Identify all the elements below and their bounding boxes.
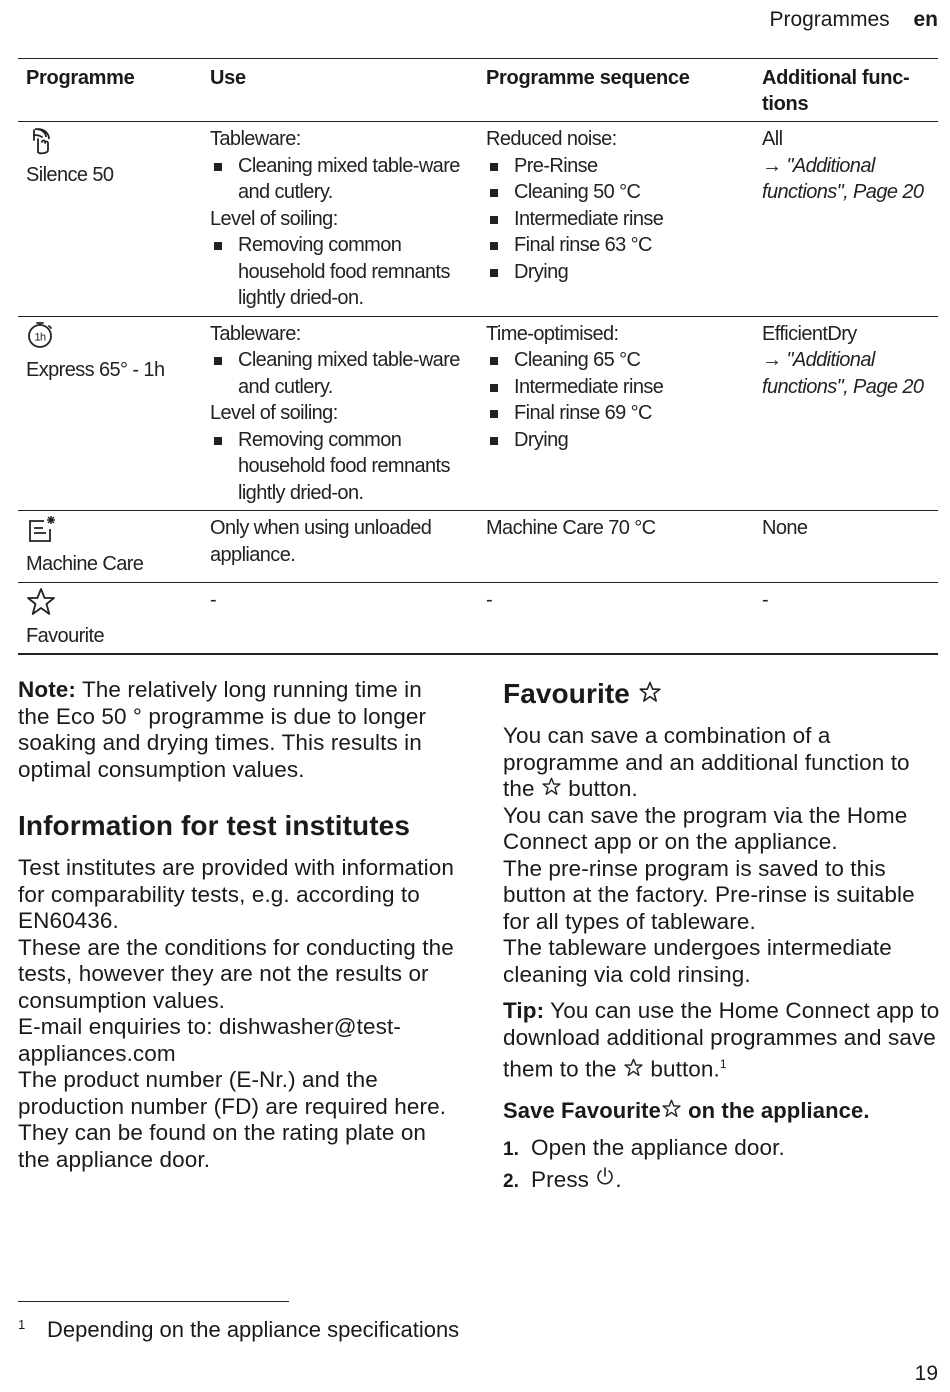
machine-care-icon [26,515,58,545]
additional-cell [754,316,938,511]
sequence-step: Intermediate rinse [486,206,746,233]
use-item: Cleaning mixed table-ware and cutlery. [210,347,470,400]
body-paragraph: The tableware undergoes intermediate cleaning via cold rinsing. [503,935,892,987]
footnote-divider [18,1301,289,1302]
footnote-ref: 1 [719,1057,727,1071]
note-label: Note: [18,677,76,702]
programme-table [18,58,938,655]
use-label: Tableware: [210,322,301,345]
sequence-cell: - [486,588,493,611]
sequence-step: Pre-Rinse [486,153,746,180]
use-cell [202,316,478,511]
additional-cell: - [762,588,769,611]
star-icon [661,1099,682,1118]
tip-end: button. [644,1056,720,1082]
cross-reference: → "Additional functions", Page 20 [762,349,924,398]
step-end: . [615,1167,622,1192]
table-row [18,316,938,511]
programme-cell [18,511,202,583]
test-institutes-heading: Information for test institutes [18,810,410,841]
table-header-row [18,59,938,122]
footnote [18,1317,459,1343]
svg-text:1h: 1h [34,331,46,343]
cross-reference: → "Additional functions", Page 20 [762,154,924,203]
save-favourite-heading-b: on the appliance. [681,1098,870,1123]
right-column [503,677,943,1197]
save-favourite-heading-a: Save Favourite [503,1098,661,1123]
star-icon [541,777,562,796]
step-text: Press [531,1167,596,1192]
sequence-cell: Machine Care 70 °C [486,517,656,539]
use-cell: - [210,588,217,611]
programme-cell [18,582,202,654]
power-icon [595,1166,615,1187]
sequence-step: Drying [486,427,746,454]
body-text: button. [561,776,638,801]
col-header-programme: Programme [26,67,135,89]
left-column [18,677,458,1173]
body-paragraph: The product number (E-Nr.) and the production number (FD) are required here. They can be found on the rating plate on the appliance door. [18,1067,447,1172]
sequence-label: Time-optimised: [486,322,619,345]
list-item [503,1165,943,1197]
silence-icon [26,126,58,156]
use-label: Tableware: [210,128,301,150]
page-header [769,8,938,32]
body-text: You can save a combination of a programme and an additional function to the [503,723,910,801]
use-item: Cleaning mixed table-ware and cutlery. [210,153,470,206]
step-number: 2. [503,1171,520,1192]
sequence-step: Final rinse 69 °C [486,400,746,427]
programme-name: Machine Care [26,553,144,575]
body-paragraph: The pre-rinse program is saved to this button at the factory. Pre-rinse is suitable for all types of tableware. [503,855,915,934]
note-text: The relatively long running time in the Eco 50 ° programme is due to longer soaking and drying times. This results in optimal consumption values. [18,677,427,782]
section-title: Programmes [769,8,890,31]
express-1h-icon [26,321,58,351]
use-cell: Only when using unloaded appliance. [210,517,432,566]
programme-name: Silence 50 [26,164,114,186]
body-paragraph: You can save the program via the Home Connect app or on the appliance. [503,802,908,854]
col-header-additional: Additional func-tions [762,67,910,115]
sequence-step: Cleaning 65 °C [486,347,746,374]
note-paragraph [18,677,458,783]
sequence-cell [478,122,754,317]
star-icon [26,587,58,617]
body-paragraph: Test institutes are provided with information for comparability tests, e.g. according to EN60436. [18,855,454,933]
additional-cell: None [762,517,808,539]
sequence-label: Reduced noise: [486,128,617,150]
additional-cell [754,122,938,317]
save-favourite-heading [503,1097,943,1125]
col-header-sequence: Programme sequence [486,67,690,89]
use-label: Level of soiling: [210,207,338,230]
body-paragraph: E-mail enquiries to: dishwasher@test-appliances.com [18,1014,401,1066]
table-row [18,582,938,654]
list-item [503,1133,943,1165]
step-number: 1. [503,1139,520,1160]
programme-cell [18,122,202,317]
favourite-heading [503,677,943,711]
use-label: Level of soiling: [210,402,338,424]
use-item: Removing common household food remnants lightly dried-on. [210,232,470,312]
use-item: Removing common household food remnants lightly dried-on. [210,427,470,507]
programme-name: Favourite [26,624,104,647]
sequence-step: Intermediate rinse [486,374,746,401]
footnote-text: Depending on the appliance specifications [47,1317,460,1342]
programme-cell [18,316,202,511]
tip-paragraph [503,998,943,1083]
tip-label: Tip: [503,998,545,1023]
additional-text: EfficientDry [762,322,857,345]
page-number: 19 [914,1362,938,1385]
star-icon [623,1058,644,1077]
table-row [18,122,938,317]
favourite-heading-text: Favourite [503,678,630,709]
sequence-cell [478,316,754,511]
step-text: Open the appliance door. [531,1135,785,1160]
table-row [18,511,938,583]
star-icon [638,681,662,703]
language-code: en [913,8,938,31]
programme-name: Express 65° - 1h [26,358,165,381]
footnote-mark: 1 [18,1317,26,1332]
additional-text: All [762,128,783,150]
sequence-step: Final rinse 63 °C [486,232,746,259]
sequence-step: Cleaning 50 °C [486,179,746,206]
col-header-use: Use [210,67,246,89]
use-cell [202,122,478,317]
steps-list [503,1133,943,1197]
tip-text: You can use the Home Connect app to download additional programmes and save them to the [503,998,940,1082]
sequence-step: Drying [486,259,746,286]
body-paragraph: These are the conditions for conducting the tests, however they are not the results or consumption values. [18,934,454,1013]
body-paragraph [503,723,943,803]
